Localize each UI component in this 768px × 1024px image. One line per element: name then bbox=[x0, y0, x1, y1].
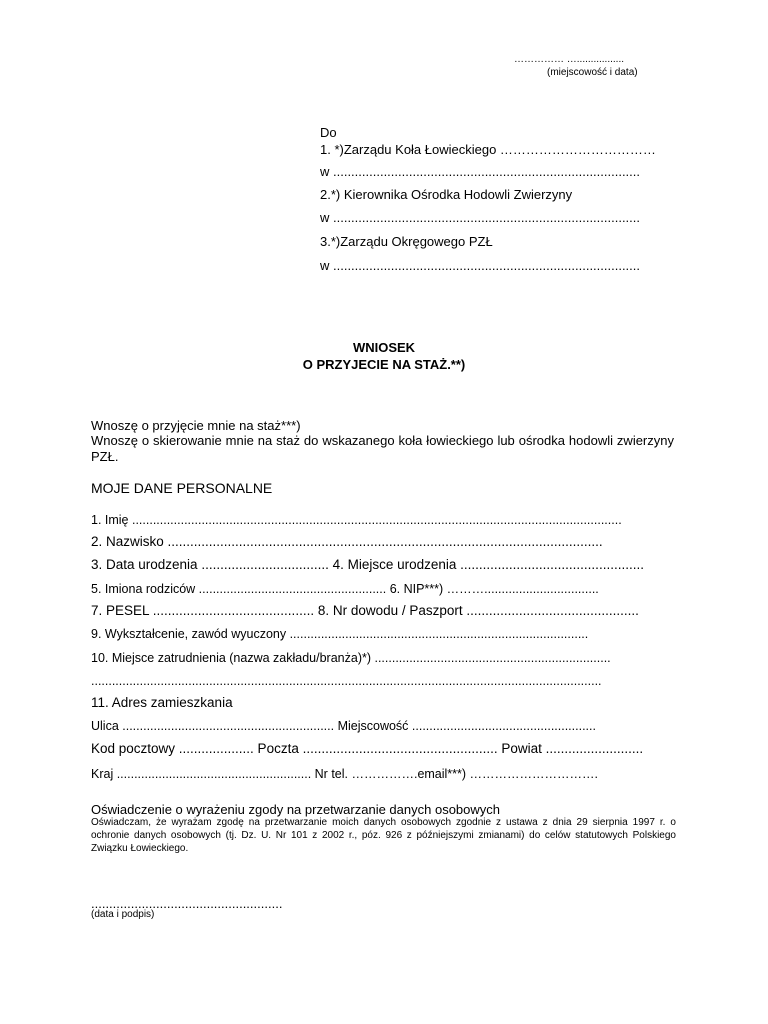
recipients-do: Do bbox=[320, 125, 337, 140]
field-country-phone-email: Kraj ........................................................ Nr tel. …………….email***) …………………………. bbox=[91, 767, 599, 781]
recipient-3-location: w ..................................................................................... bbox=[320, 258, 641, 273]
recipient-2-location: w ..................................................................................... bbox=[320, 210, 641, 225]
field-workplace-continued: ................................................................................................................................................... bbox=[91, 674, 602, 688]
field-address-heading: 11. Adres zamieszkania bbox=[91, 695, 233, 710]
consent-text: Oświadczam, że wyrażam zgodę na przetwarzanie moich danych osobowych zgodnie z ustawa z dnia 29 sierpnia 1997 r. o ochronie danych osobowych (tj. Dz. U. Nr 101 z 2002 r., póz. 926 z późniejszymi zmianami) do celów statutowych Polskiego Związku Łowieckiego. bbox=[91, 817, 676, 854]
recipient-1: 1. *)Zarządu Koła Łowieckiego ……………………………… bbox=[320, 142, 656, 157]
intro-paragraph-2: Wnoszę o skierowanie mnie na staż do wskazanego koła łowieckiego lub ośrodka hodowli zwierzyny PZŁ. bbox=[91, 433, 674, 464]
field-pesel-id: 7. PESEL ........................................... 8. Nr dowodu / Paszport .............................................. bbox=[91, 603, 639, 618]
field-birth-date-place: 3. Data urodzenia .................................. 4. Miejsce urodzenia ................................................. bbox=[91, 557, 644, 572]
field-first-name: 1. Imię ............................................................................................................................................. bbox=[91, 513, 622, 527]
place-date-line: …………… …................. bbox=[514, 54, 625, 65]
title-subtitle: O PRZYJECIE NA STAŻ.**) bbox=[302, 357, 466, 372]
place-date-label: (miejscowość i data) bbox=[547, 67, 638, 78]
title-wniosek: WNIOSEK bbox=[352, 340, 416, 355]
recipient-3: 3.*)Zarządu Okręgowego PZŁ bbox=[320, 234, 493, 249]
field-education: 9. Wykształcenie, zawód wyuczony ...................................................................................... bbox=[91, 627, 589, 641]
field-surname: 2. Nazwisko .................................................................................................................... bbox=[91, 534, 603, 549]
recipient-2: 2.*) Kierownika Ośrodka Hodowli Zwierzyny bbox=[320, 187, 573, 202]
signature-line: ..................................................... bbox=[91, 896, 283, 911]
recipient-1-location: w ..................................................................................... bbox=[320, 164, 641, 179]
field-postal-county: Kod pocztowy .................... Poczta .................................................... Powiat .......................... bbox=[91, 741, 644, 756]
signature-label: (data i podpis) bbox=[91, 909, 155, 920]
consent-heading: Oświadczenie o wyrażeniu zgody na przetwarzanie danych osobowych bbox=[91, 802, 500, 817]
field-parents-nip: 5. Imiona rodziców ...................................................... 6. NIP***) ………................................. bbox=[91, 582, 599, 596]
section-heading: MOJE DANE PERSONALNE bbox=[91, 480, 273, 496]
intro-paragraph-1: Wnoszę o przyjęcie mnie na staż***) bbox=[91, 418, 301, 433]
field-workplace: 10. Miejsce zatrudnienia (nazwa zakładu/branża)*) .................................................................... bbox=[91, 651, 611, 665]
field-street-city: Ulica ............................................................. Miejscowość ..................................................... bbox=[91, 719, 596, 733]
